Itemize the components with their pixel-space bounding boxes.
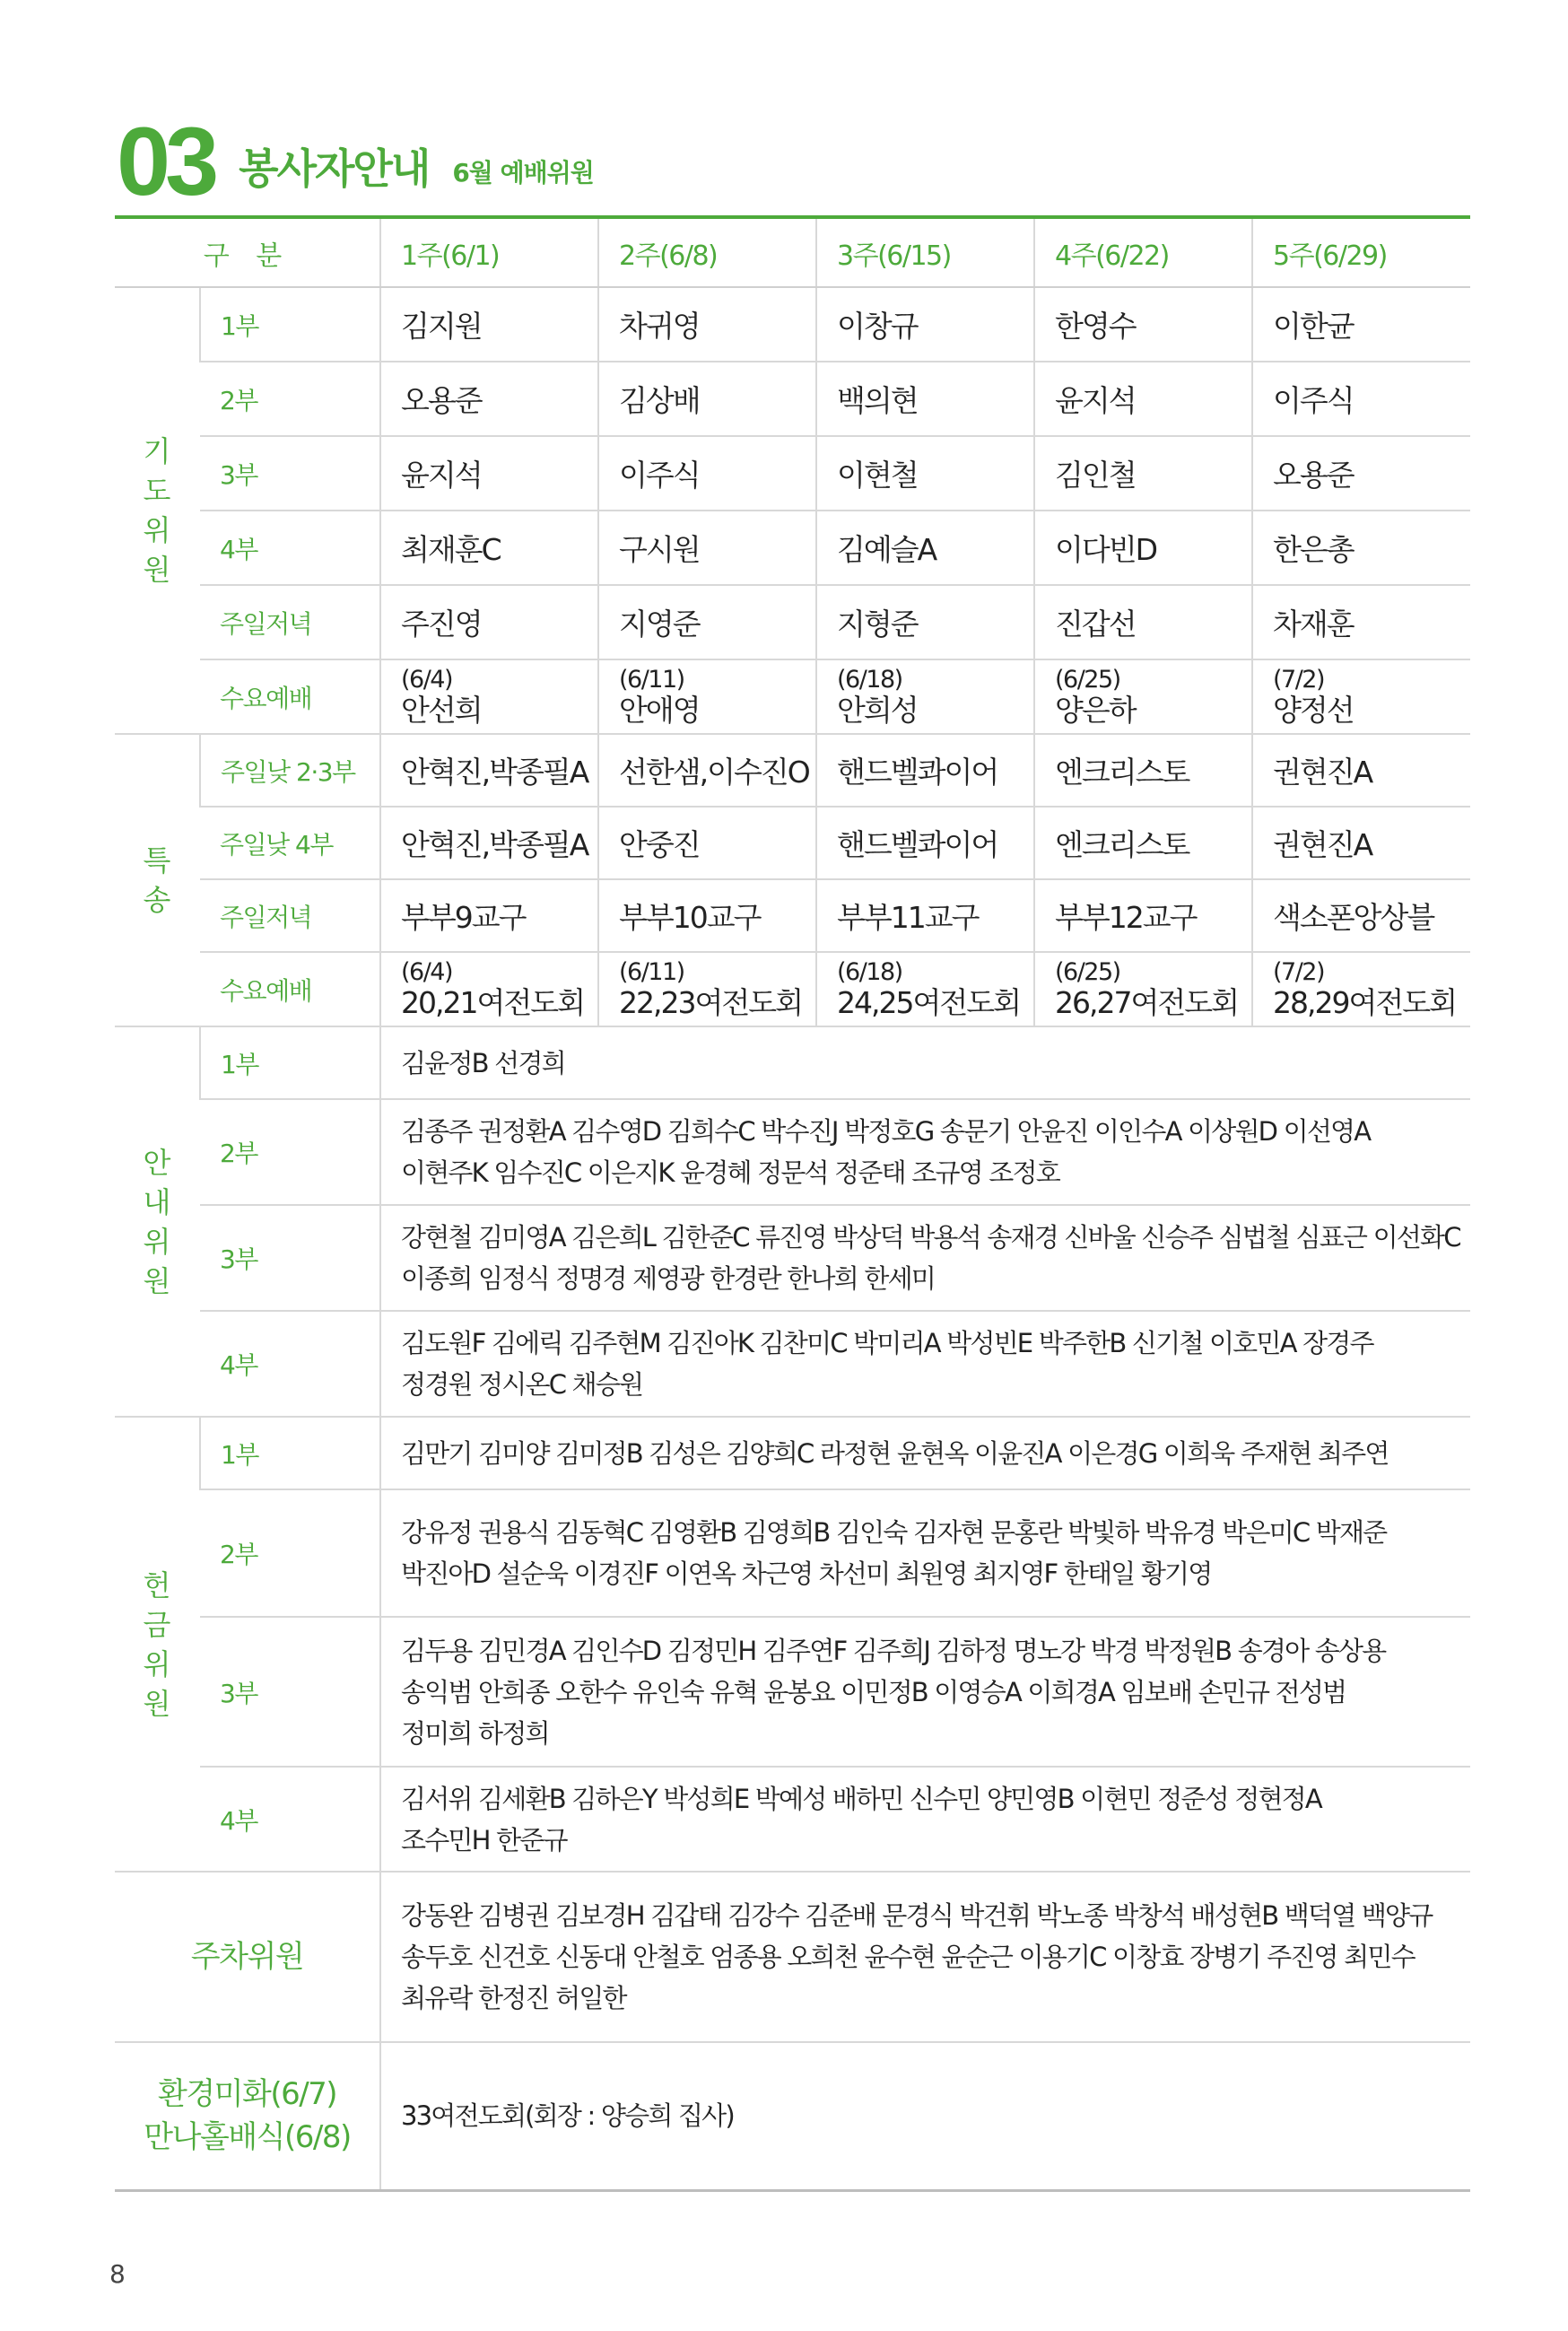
group-label-guide: 안 내 위 원 — [115, 1026, 200, 1417]
table-row — [115, 1099, 1470, 1205]
table-cell — [598, 952, 816, 1026]
table-cell — [1034, 952, 1252, 1026]
header-gubun: 구 분 — [115, 217, 380, 287]
date-label: (6/18) — [837, 958, 902, 986]
table-cell — [598, 659, 816, 734]
table-row — [115, 436, 1470, 511]
table-cell: 안중진 — [598, 807, 816, 879]
section-subtitle: 6월 예배위원 — [452, 158, 594, 188]
environment-label: 환경미화(6/7) 만나홀배식(6/8) — [115, 2042, 380, 2190]
date-label: (6/11) — [619, 666, 684, 694]
sub-label: 2부 — [200, 1489, 380, 1617]
cell-value: 안희성 — [837, 693, 918, 728]
table-row — [115, 952, 1470, 1026]
table-cell: 선한샘,이수진O — [598, 734, 816, 807]
table-cell: 차재훈 — [1252, 585, 1470, 659]
table-cell: 백의현 — [816, 362, 1034, 436]
names-cell: 김윤정B 선경희 — [380, 1026, 1470, 1099]
sub-label: 주일낮 2·3부 — [200, 734, 380, 807]
table-cell: 안혁진,박종필A — [380, 734, 598, 807]
sub-label: 3부 — [200, 1617, 380, 1767]
table-cell: 이주식 — [598, 436, 816, 511]
table-cell: 주진영 — [380, 585, 598, 659]
cell-value: 24,25여전도회 — [837, 985, 1020, 1020]
section-title: 봉사자안내 — [239, 144, 430, 193]
sub-label: 1부 — [200, 1026, 380, 1099]
date-label: (6/11) — [619, 958, 684, 986]
sub-label: 수요예배 — [200, 659, 380, 734]
table-cell: 최재훈C — [380, 511, 598, 585]
sub-label: 주일저녁 — [200, 879, 380, 952]
table-cell: 지형준 — [816, 585, 1034, 659]
table-row — [115, 1489, 1470, 1617]
table-cell: 김인철 — [1034, 436, 1252, 511]
table-row — [115, 1872, 1470, 2042]
table-cell — [816, 659, 1034, 734]
names-cell: 김서위 김세환B 김하은Y 박성희E 박예성 배하민 신수민 양민영B 이현민 정준성 정현정A 조수민H 한준규 — [380, 1767, 1470, 1872]
sub-label: 4부 — [200, 1311, 380, 1417]
table-row — [115, 1767, 1470, 1872]
sub-label: 주일낮 4부 — [200, 807, 380, 879]
table-cell: 지영준 — [598, 585, 816, 659]
sub-label: 4부 — [200, 511, 380, 585]
table-cell: 부부11교구 — [816, 879, 1034, 952]
table-row — [115, 362, 1470, 436]
table-cell: 이주식 — [1252, 362, 1470, 436]
table-cell: 김상배 — [598, 362, 816, 436]
names-cell: 강동완 김병권 김보경H 김갑태 김강수 김준배 문경식 박건휘 박노종 박창석 배성현B 백덕열 백양규 송두호 신건호 신동대 안철호 엄종용 오희천 윤수현 윤순근 이용기C 이창효 장병기 주진영 최민수 최유락 한정진 허일한 — [380, 1872, 1470, 2042]
table-cell: 엔크리스토 — [1034, 734, 1252, 807]
table-row — [115, 879, 1470, 952]
table-row — [115, 1026, 1470, 1099]
date-label: (6/25) — [1055, 958, 1120, 986]
names-cell: 강현철 김미영A 김은희L 김한준C 류진영 박상덕 박용석 송재경 신바울 신승주 심법철 심표근 이선화C 이종희 임정식 정명경 제영광 한경란 한나희 한세미 — [380, 1205, 1470, 1311]
section-header — [117, 107, 594, 215]
table-cell: 색소폰앙상블 — [1252, 879, 1470, 952]
table-cell: 핸드벨콰이어 — [816, 807, 1034, 879]
date-label: (6/4) — [401, 666, 453, 694]
table-row — [115, 1311, 1470, 1417]
table-cell: 이창규 — [816, 287, 1034, 362]
table-row — [115, 734, 1470, 807]
table-cell: 윤지석 — [1034, 362, 1252, 436]
table-cell: 진갑선 — [1034, 585, 1252, 659]
table-cell — [380, 952, 598, 1026]
table-cell: 구시원 — [598, 511, 816, 585]
names-cell: 김도원F 김에릭 김주현M 김진아K 김찬미C 박미리A 박성빈E 박주한B 신기철 이호민A 장경주 정경원 정시온C 채승원 — [380, 1311, 1470, 1417]
cell-value: 안선희 — [401, 693, 482, 728]
sub-label: 수요예배 — [200, 952, 380, 1026]
cell-value: 22,23여전도회 — [619, 985, 802, 1020]
table-cell: 부부10교구 — [598, 879, 816, 952]
table-cell: 오용준 — [1252, 436, 1470, 511]
volunteer-schedule-table — [115, 215, 1470, 2192]
date-label: (7/2) — [1273, 666, 1325, 694]
cell-value: 26,27여전도회 — [1055, 985, 1238, 1020]
names-cell: 김만기 김미양 김미정B 김성은 김양희C 라정현 윤현옥 이윤진A 이은경G 이희욱 주재현 최주연 — [380, 1417, 1470, 1489]
table-row — [115, 659, 1470, 734]
sub-label: 2부 — [200, 362, 380, 436]
table-cell — [1252, 952, 1470, 1026]
table-cell: 엔크리스토 — [1034, 807, 1252, 879]
section-number: 03 — [117, 107, 214, 215]
sub-label: 4부 — [200, 1767, 380, 1872]
table-cell — [380, 659, 598, 734]
table-row — [115, 807, 1470, 879]
table-row — [115, 1417, 1470, 1489]
cell-value: 양은하 — [1055, 693, 1136, 728]
cell-value: 20,21여전도회 — [401, 985, 584, 1020]
table-cell: 이다빈D — [1034, 511, 1252, 585]
parking-label: 주차위원 — [115, 1872, 380, 2042]
sub-label: 2부 — [200, 1099, 380, 1205]
table-cell: 부부12교구 — [1034, 879, 1252, 952]
sub-label: 주일저녁 — [200, 585, 380, 659]
table-row — [115, 2042, 1470, 2190]
names-cell: 김두용 김민경A 김인수D 김정민H 김주연F 김주희J 김하정 명노강 박경 박정원B 송경아 송상용 송익범 안희종 오한수 유인숙 유혁 윤봉요 이민정B 이영승A 이희경A 임보배 손민규 전성범 정미희 하정희 — [380, 1617, 1470, 1767]
date-label: (6/4) — [401, 958, 453, 986]
table-cell: 권현진A — [1252, 734, 1470, 807]
table-cell: 이현철 — [816, 436, 1034, 511]
header-week-5: 5주(6/29) — [1252, 217, 1470, 287]
group-label-prayer: 기 도 위 원 — [115, 287, 200, 734]
sub-label: 3부 — [200, 436, 380, 511]
table-cell: 오용준 — [380, 362, 598, 436]
table-row — [115, 511, 1470, 585]
names-cell: 강유정 권용식 김동혁C 김영환B 김영희B 김인숙 김자현 문홍란 박빛하 박유경 박은미C 박재준 박진아D 설순욱 이경진F 이연옥 차근영 차선미 최원영 최지영F 한태일 황기영 — [380, 1489, 1470, 1617]
table-cell: 안혁진,박종필A — [380, 807, 598, 879]
header-week-2: 2주(6/8) — [598, 217, 816, 287]
table-row — [115, 585, 1470, 659]
page-number: 8 — [109, 2259, 126, 2289]
table-row — [115, 287, 1470, 362]
names-cell: 33여전도회(회장 : 양승희 집사) — [380, 2042, 1470, 2190]
table-cell: 윤지석 — [380, 436, 598, 511]
table-header-row — [115, 217, 1470, 287]
header-week-1: 1주(6/1) — [380, 217, 598, 287]
table-cell: 부부9교구 — [380, 879, 598, 952]
cell-value: 안애영 — [619, 693, 700, 728]
table-cell — [816, 952, 1034, 1026]
cell-value: 양정선 — [1273, 693, 1354, 728]
group-label-special: 특 송 — [115, 734, 200, 1026]
table-cell: 한영수 — [1034, 287, 1252, 362]
table-cell — [1252, 659, 1470, 734]
table-row — [115, 1205, 1470, 1311]
table-cell: 김예슬A — [816, 511, 1034, 585]
table-row — [115, 1617, 1470, 1767]
group-label-offering: 헌 금 위 원 — [115, 1417, 200, 1872]
cell-value: 28,29여전도회 — [1273, 985, 1456, 1020]
date-label: (6/18) — [837, 666, 902, 694]
table-cell: 한은총 — [1252, 511, 1470, 585]
sub-label: 1부 — [200, 287, 380, 362]
names-cell: 김종주 권정환A 김수영D 김희수C 박수진J 박정호G 송문기 안윤진 이인수A 이상원D 이선영A 이현주K 임수진C 이은지K 윤경혜 정문석 정준태 조규영 조정호 — [380, 1099, 1470, 1205]
table-cell: 김지원 — [380, 287, 598, 362]
sub-label: 3부 — [200, 1205, 380, 1311]
date-label: (7/2) — [1273, 958, 1325, 986]
table-cell: 차귀영 — [598, 287, 816, 362]
table-cell: 핸드벨콰이어 — [816, 734, 1034, 807]
table-cell — [1034, 659, 1252, 734]
header-week-3: 3주(6/15) — [816, 217, 1034, 287]
sub-label: 1부 — [200, 1417, 380, 1489]
table-cell: 권현진A — [1252, 807, 1470, 879]
header-week-4: 4주(6/22) — [1034, 217, 1252, 287]
table-cell: 이한균 — [1252, 287, 1470, 362]
date-label: (6/25) — [1055, 666, 1120, 694]
